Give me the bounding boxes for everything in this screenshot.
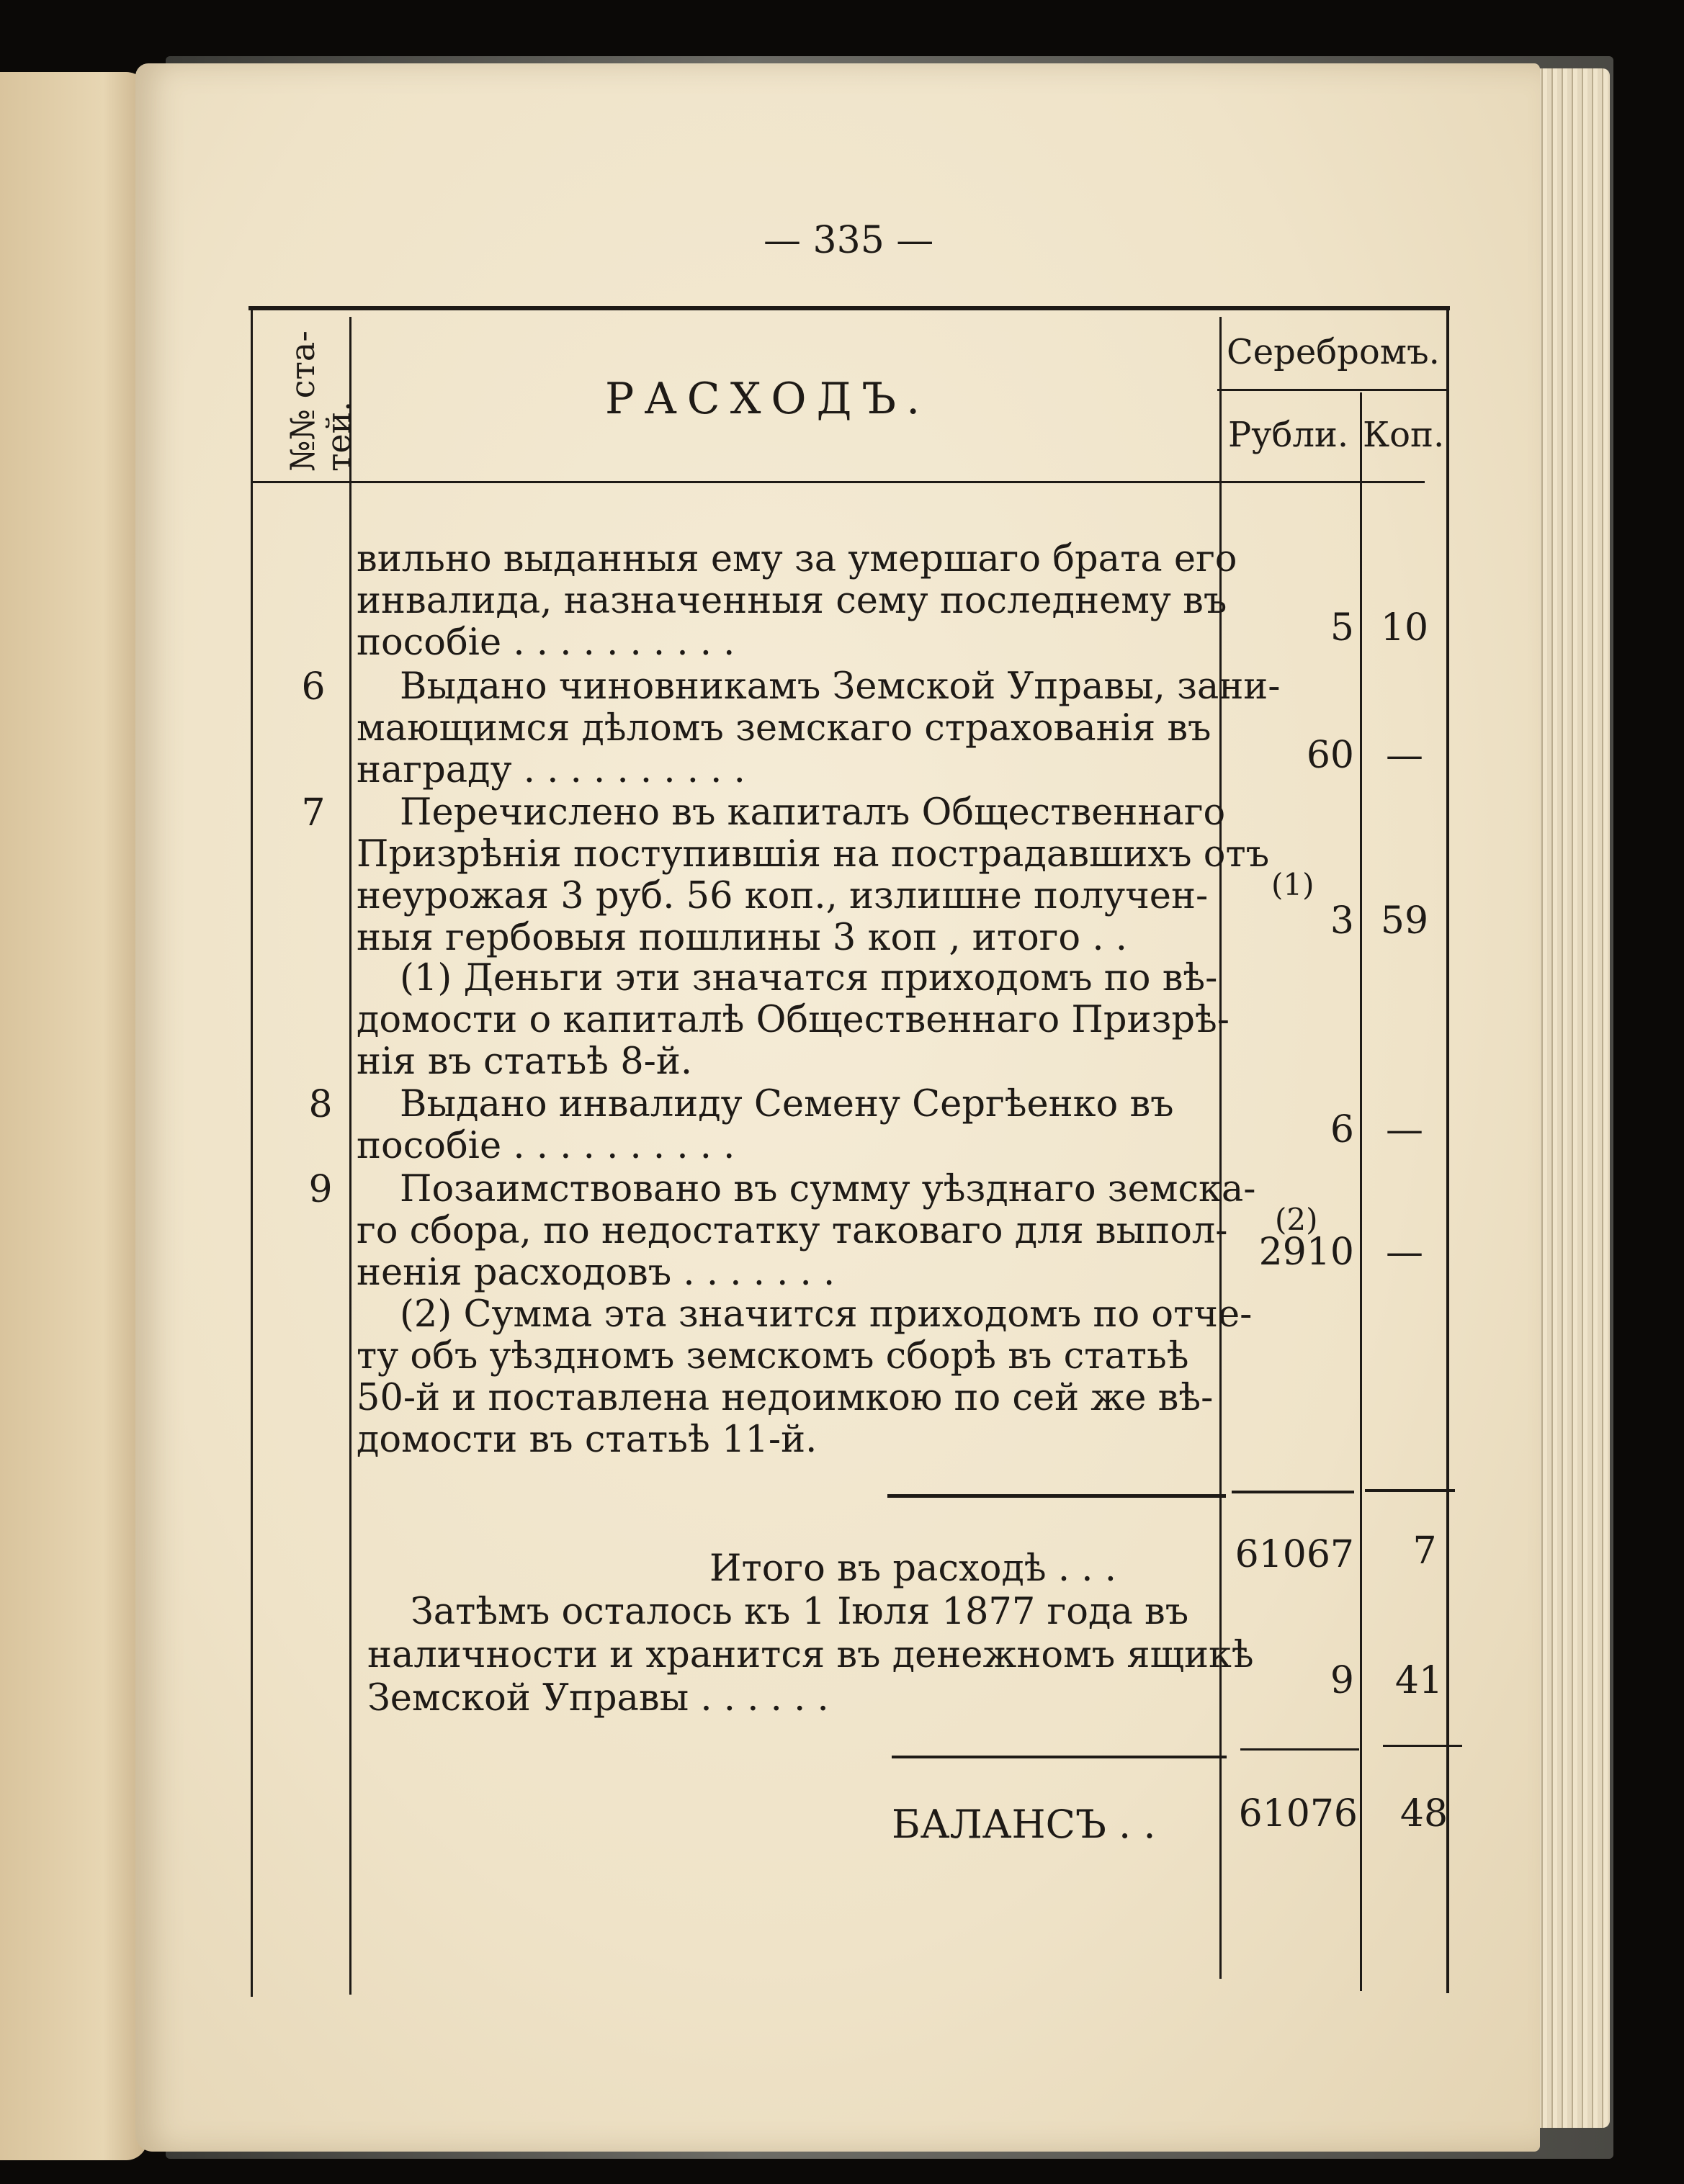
balance-rule-text [892, 1756, 1227, 1758]
entry-number: 8 [308, 1083, 333, 1126]
footnote-line: ту объ уѣздномъ земскомъ сборѣ въ статьѣ [357, 1335, 1189, 1378]
entry-line: пособіе . . . . . . . . . . [357, 1125, 735, 1167]
footnote-line: нія въ статьѣ 8-й. [357, 1041, 693, 1083]
entry-rubles: 3 [1330, 899, 1354, 943]
rubles-col-divider [1360, 392, 1362, 1991]
entry-line: Выдано инвалиду Семену Сергѣенко въ [400, 1083, 1174, 1125]
total-rubles: 61067 [1235, 1533, 1354, 1576]
remainder-line: Земской Управы . . . . . . [367, 1677, 829, 1720]
entry-line: пособіе . . . . . . . . . . [357, 621, 735, 664]
entry-line: го сбора, по недостатку таковаго для выпол- [357, 1210, 1228, 1252]
remainder-line: наличности и хранится въ денежномъ ящикѣ [367, 1634, 1254, 1676]
total-rule-rubles [1232, 1491, 1354, 1493]
number-col-divider [349, 317, 351, 1995]
total-kopecks: 7 [1412, 1529, 1437, 1573]
entry-kopecks: — [1386, 1108, 1423, 1151]
entry-line: вильно выданныя ему за умершаго брата его [357, 538, 1237, 580]
balance-rule-rubles [1240, 1748, 1359, 1751]
entry-line: ненія расходовъ . . . . . . . [357, 1251, 836, 1294]
rubles-header: Рубли. [1228, 415, 1349, 455]
entry-kopecks: — [1386, 734, 1423, 777]
page-number: — 335 — [763, 219, 934, 262]
entry-number: 6 [301, 665, 326, 709]
column-number-header: №№ ста- тей. [283, 331, 358, 472]
entry-number: 7 [301, 791, 326, 835]
entry-rubles: 5 [1330, 606, 1354, 650]
entry-rubles: 2910 [1258, 1231, 1354, 1274]
total-rule-text [887, 1494, 1226, 1498]
footnote-mark: (2) [1275, 1202, 1318, 1237]
balance-label: БАЛАНСЪ . . [892, 1802, 1156, 1847]
footnote-line: (1) Деньги эти значатся приходомъ по вѣ- [400, 957, 1218, 999]
footnote-mark: (1) [1271, 867, 1314, 902]
table-top-rule [248, 306, 1450, 310]
footnote-line: домости о капиталѣ Общественнаго Призрѣ- [357, 999, 1230, 1041]
entry-line: Позаимствовано въ сумму уѣзднаго земска- [400, 1168, 1256, 1210]
footnote-line: домости въ статьѣ 11-й. [357, 1419, 818, 1461]
total-rule-kopecks [1365, 1489, 1455, 1492]
entry-rubles: 6 [1330, 1108, 1354, 1151]
entry-line: мающимся дѣломъ земскаго страхованія въ [357, 707, 1212, 750]
footnote-line: (2) Сумма эта значится приходомъ по отче- [400, 1293, 1253, 1336]
currency-rule [1217, 389, 1448, 391]
kopecks-header: Коп. [1363, 415, 1445, 455]
entry-line: награду . . . . . . . . . . [357, 749, 745, 791]
right-border [1446, 308, 1449, 1993]
entry-line: Перечислено въ капиталъ Общественнаго [400, 791, 1226, 834]
entry-line: ныя гербовыя пошлины 3 коп , итого . . [357, 917, 1127, 959]
entry-line: Призрѣнія поступившія на пострадавшихъ отъ [357, 833, 1270, 876]
total-label: Итого въ расходѣ . . . [709, 1547, 1116, 1590]
footnote-line: 50-й и поставлена недоимкою по сей же вѣ- [357, 1377, 1214, 1419]
balance-rule-kopecks [1383, 1745, 1462, 1747]
remainder-kopecks: 41 [1394, 1659, 1443, 1702]
left-page [0, 72, 148, 2160]
entry-rubles: 60 [1306, 734, 1354, 777]
remainder-rubles: 9 [1330, 1659, 1354, 1702]
entry-kopecks: 59 [1380, 899, 1429, 943]
entry-number: 9 [308, 1168, 333, 1211]
balance-kopecks: 48 [1399, 1792, 1448, 1835]
entry-kopecks: 10 [1380, 606, 1429, 650]
balance-rubles: 61076 [1238, 1792, 1358, 1835]
remainder-line: Затѣмъ осталось къ 1 Іюля 1877 года въ [411, 1591, 1189, 1633]
entry-line: неурожая 3 руб. 56 коп., излишне получен- [357, 875, 1209, 917]
entry-kopecks: — [1386, 1231, 1423, 1274]
left-border [251, 308, 253, 1997]
currency-header: Серебромъ. [1227, 332, 1440, 372]
header-bottom-rule [252, 481, 1425, 483]
entry-line: инвалида, назначенныя сему последнему въ [357, 580, 1227, 622]
table-title: РАСХОДЪ. [605, 374, 931, 424]
entry-line: Выдано чиновникамъ Земской Управы, зани- [400, 665, 1281, 708]
